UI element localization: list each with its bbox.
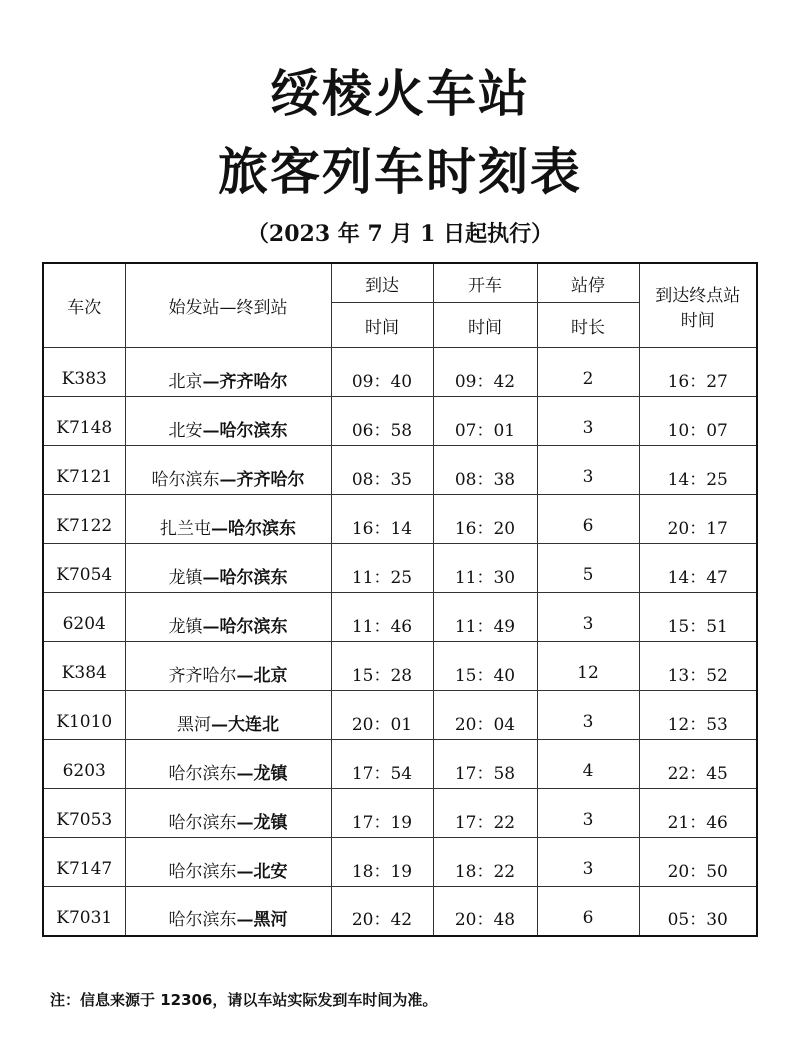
table-row xyxy=(43,495,757,544)
route-cell xyxy=(125,593,331,642)
route-cell xyxy=(125,789,331,838)
header-arrive-top: 到达 xyxy=(331,263,433,303)
arrival-time-cell: 17：19 xyxy=(331,789,433,838)
destination-station: 哈尔滨东 xyxy=(219,616,288,637)
origin-station: 龙镇 xyxy=(168,567,203,588)
stop-duration-cell: 3 xyxy=(537,593,639,642)
header-stop-top: 站停 xyxy=(537,263,639,303)
terminal-arrival-cell: 13：52 xyxy=(639,642,757,691)
train-number-cell: K7031 xyxy=(43,887,125,936)
origin-station: 黑河 xyxy=(177,714,211,735)
destination-station: 哈尔滨东 xyxy=(219,420,288,441)
table-row xyxy=(43,789,757,838)
table-row xyxy=(43,446,757,495)
arrival-time-cell: 18：19 xyxy=(331,838,433,887)
origin-station: 哈尔滨东 xyxy=(168,763,237,784)
train-schedule-table xyxy=(42,262,758,937)
table-header xyxy=(43,263,757,348)
train-number-cell: K7121 xyxy=(43,446,125,495)
terminal-arrival-cell: 21：46 xyxy=(639,789,757,838)
route-separator: — xyxy=(236,665,254,686)
stop-duration-cell: 3 xyxy=(537,446,639,495)
table-row xyxy=(43,740,757,789)
header-terminal-arrival xyxy=(639,263,757,348)
header-stop-bottom: 时长 xyxy=(537,303,639,348)
header-arrive-bottom: 时间 xyxy=(331,303,433,348)
header-terminal-line1: 到达终点站 xyxy=(655,285,741,306)
destination-station: 哈尔滨东 xyxy=(219,567,288,588)
destination-station: 齐齐哈尔 xyxy=(219,371,288,392)
destination-station: 北安 xyxy=(253,861,288,882)
destination-station: 龙镇 xyxy=(253,812,288,833)
origin-station: 扎兰屯 xyxy=(160,518,211,539)
table-row xyxy=(43,544,757,593)
route-separator: — xyxy=(202,567,220,588)
origin-station: 北安 xyxy=(168,420,203,441)
train-number-cell: 6203 xyxy=(43,740,125,789)
train-number-cell: K7147 xyxy=(43,838,125,887)
route-separator: — xyxy=(211,714,228,735)
table-row xyxy=(43,642,757,691)
route-cell xyxy=(125,740,331,789)
table-row xyxy=(43,838,757,887)
stop-duration-cell: 3 xyxy=(537,691,639,740)
header-route: 始发站—终到站 xyxy=(125,263,331,348)
origin-station: 哈尔滨东 xyxy=(168,812,237,833)
destination-station: 哈尔滨东 xyxy=(228,518,296,539)
train-number-cell: K384 xyxy=(43,642,125,691)
destination-station: 齐齐哈尔 xyxy=(236,469,305,490)
table-row xyxy=(43,887,757,936)
table-row xyxy=(43,348,757,397)
arrival-time-cell: 17：54 xyxy=(331,740,433,789)
route-cell xyxy=(125,887,331,936)
route-separator: — xyxy=(236,812,254,833)
route-separator: — xyxy=(219,469,237,490)
header-terminal-line2: 时间 xyxy=(680,310,715,331)
route-cell xyxy=(125,642,331,691)
table-row xyxy=(43,593,757,642)
train-number-cell: K1010 xyxy=(43,691,125,740)
stop-duration-cell: 4 xyxy=(537,740,639,789)
table-body xyxy=(43,348,757,936)
arrival-time-cell: 08：35 xyxy=(331,446,433,495)
arrival-time-cell: 11：46 xyxy=(331,593,433,642)
destination-station: 龙镇 xyxy=(253,763,288,784)
stop-duration-cell: 3 xyxy=(537,397,639,446)
route-cell xyxy=(125,691,331,740)
terminal-arrival-cell: 14：47 xyxy=(639,544,757,593)
arrival-time-cell: 09：40 xyxy=(331,348,433,397)
route-cell xyxy=(125,397,331,446)
stop-duration-cell: 3 xyxy=(537,838,639,887)
arrival-time-cell: 20：42 xyxy=(331,887,433,936)
train-number-cell: 6204 xyxy=(43,593,125,642)
table-row xyxy=(43,397,757,446)
departure-time-cell: 18：22 xyxy=(433,838,537,887)
stop-duration-cell: 3 xyxy=(537,789,639,838)
train-number-cell: K383 xyxy=(43,348,125,397)
destination-station: 黑河 xyxy=(253,910,288,931)
route-cell xyxy=(125,838,331,887)
train-number-cell: K7054 xyxy=(43,544,125,593)
origin-station: 齐齐哈尔 xyxy=(168,665,237,686)
terminal-arrival-cell: 14：25 xyxy=(639,446,757,495)
header-depart-top: 开车 xyxy=(433,263,537,303)
origin-station: 哈尔滨东 xyxy=(151,469,220,490)
train-number-cell: K7122 xyxy=(43,495,125,544)
stop-duration-cell: 6 xyxy=(537,887,639,936)
route-separator: — xyxy=(236,861,254,882)
route-separator: — xyxy=(236,763,254,784)
arrival-time-cell: 20：01 xyxy=(331,691,433,740)
departure-time-cell: 08：38 xyxy=(433,446,537,495)
footnote: 注：信息来源于 12306，请以车站实际发到车时间为准。 xyxy=(50,991,438,1009)
departure-time-cell: 20：48 xyxy=(433,887,537,936)
arrival-time-cell: 11：25 xyxy=(331,544,433,593)
page-title-station: 绥棱火车站 xyxy=(270,65,530,123)
stop-duration-cell: 2 xyxy=(537,348,639,397)
departure-time-cell: 20：04 xyxy=(433,691,537,740)
arrival-time-cell: 16：14 xyxy=(331,495,433,544)
destination-station: 北京 xyxy=(253,665,288,686)
departure-time-cell: 16：20 xyxy=(433,495,537,544)
terminal-arrival-cell: 22：45 xyxy=(639,740,757,789)
route-cell xyxy=(125,495,331,544)
arrival-time-cell: 06：58 xyxy=(331,397,433,446)
header-train-no: 车次 xyxy=(43,263,125,348)
departure-time-cell: 17：58 xyxy=(433,740,537,789)
route-cell xyxy=(125,544,331,593)
page-title-timetable: 旅客列车时刻表 xyxy=(218,143,582,201)
departure-time-cell: 09：42 xyxy=(433,348,537,397)
destination-station: 大连北 xyxy=(228,714,279,735)
departure-time-cell: 15：40 xyxy=(433,642,537,691)
origin-station: 哈尔滨东 xyxy=(168,861,237,882)
route-separator: — xyxy=(202,420,220,441)
terminal-arrival-cell: 10：07 xyxy=(639,397,757,446)
table-row xyxy=(43,691,757,740)
origin-station: 北京 xyxy=(168,371,203,392)
effective-date-subtitle: （2023 年 7 月 1 日起执行） xyxy=(246,221,554,247)
terminal-arrival-cell: 12：53 xyxy=(639,691,757,740)
header-row-1 xyxy=(43,263,757,303)
route-separator: — xyxy=(236,910,254,931)
terminal-arrival-cell: 20：50 xyxy=(639,838,757,887)
departure-time-cell: 11：49 xyxy=(433,593,537,642)
origin-station: 哈尔滨东 xyxy=(168,910,237,931)
origin-station: 龙镇 xyxy=(168,616,203,637)
route-separator: — xyxy=(211,518,228,539)
departure-time-cell: 11：30 xyxy=(433,544,537,593)
stop-duration-cell: 5 xyxy=(537,544,639,593)
route-cell xyxy=(125,348,331,397)
route-cell xyxy=(125,446,331,495)
terminal-arrival-cell: 05：30 xyxy=(639,887,757,936)
train-number-cell: K7148 xyxy=(43,397,125,446)
terminal-arrival-cell: 16：27 xyxy=(639,348,757,397)
stop-duration-cell: 6 xyxy=(537,495,639,544)
route-separator: — xyxy=(202,371,220,392)
departure-time-cell: 17：22 xyxy=(433,789,537,838)
departure-time-cell: 07：01 xyxy=(433,397,537,446)
terminal-arrival-cell: 15：51 xyxy=(639,593,757,642)
stop-duration-cell: 12 xyxy=(537,642,639,691)
train-number-cell: K7053 xyxy=(43,789,125,838)
terminal-arrival-cell: 20：17 xyxy=(639,495,757,544)
arrival-time-cell: 15：28 xyxy=(331,642,433,691)
route-separator: — xyxy=(202,616,220,637)
header-depart-bottom: 时间 xyxy=(433,303,537,348)
